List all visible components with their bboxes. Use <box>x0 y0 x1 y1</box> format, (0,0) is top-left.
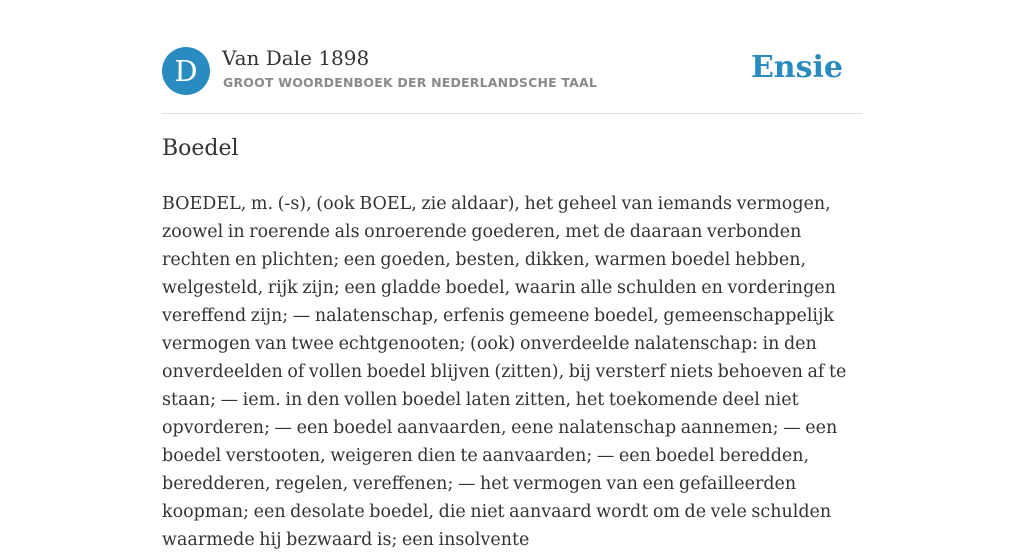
brand-logo[interactable]: Ensie <box>750 50 843 85</box>
source-subtitle: GROOT WOORDENBOEK DER NEDERLANDSCHE TAAL <box>223 75 598 90</box>
definition-text: BOEDEL, m. (-s), (ook BOEL, zie aldaar), het geheel van iemands vermogen, zoowel in roerende als onroerende goederen, met de daaraan verbonden rechten en plichten; een goeden, besten, dikken, warmen boedel hebben, welgesteld, rijk zijn; een gladde boedel, waarin alle schulden en vorderingen vereffend zijn; — nalatenschap, erfenis gemeene boedel, gemeenschappelijk vermogen van twee echtgenooten; (ook) onverdeelde nalatenschap: in den onverdeelden of vollen boedel blijven (zitten), bij versterf niets behoeven af te staan; — iem. in den vollen boedel laten zitten, het toekomende deel niet opvorderen; — een boedel aanvaarden, eene nalatenschap aannemen; — een boedel verstooten, weigeren dien te aanvaarden; — een boedel beredden, beredderen, regelen, vereffenen; — het vermogen van een gefailleerden koopman; een desolate boedel, die niet aanvaard wordt om de vele schulden waarmede hij bezwaard is; een insolvente <box>162 194 847 550</box>
source-header <box>162 46 862 96</box>
divider <box>162 113 862 114</box>
avatar: D <box>162 47 210 95</box>
source-title[interactable]: Van Dale 1898 <box>222 46 370 70</box>
page-title: Boedel <box>162 136 239 161</box>
